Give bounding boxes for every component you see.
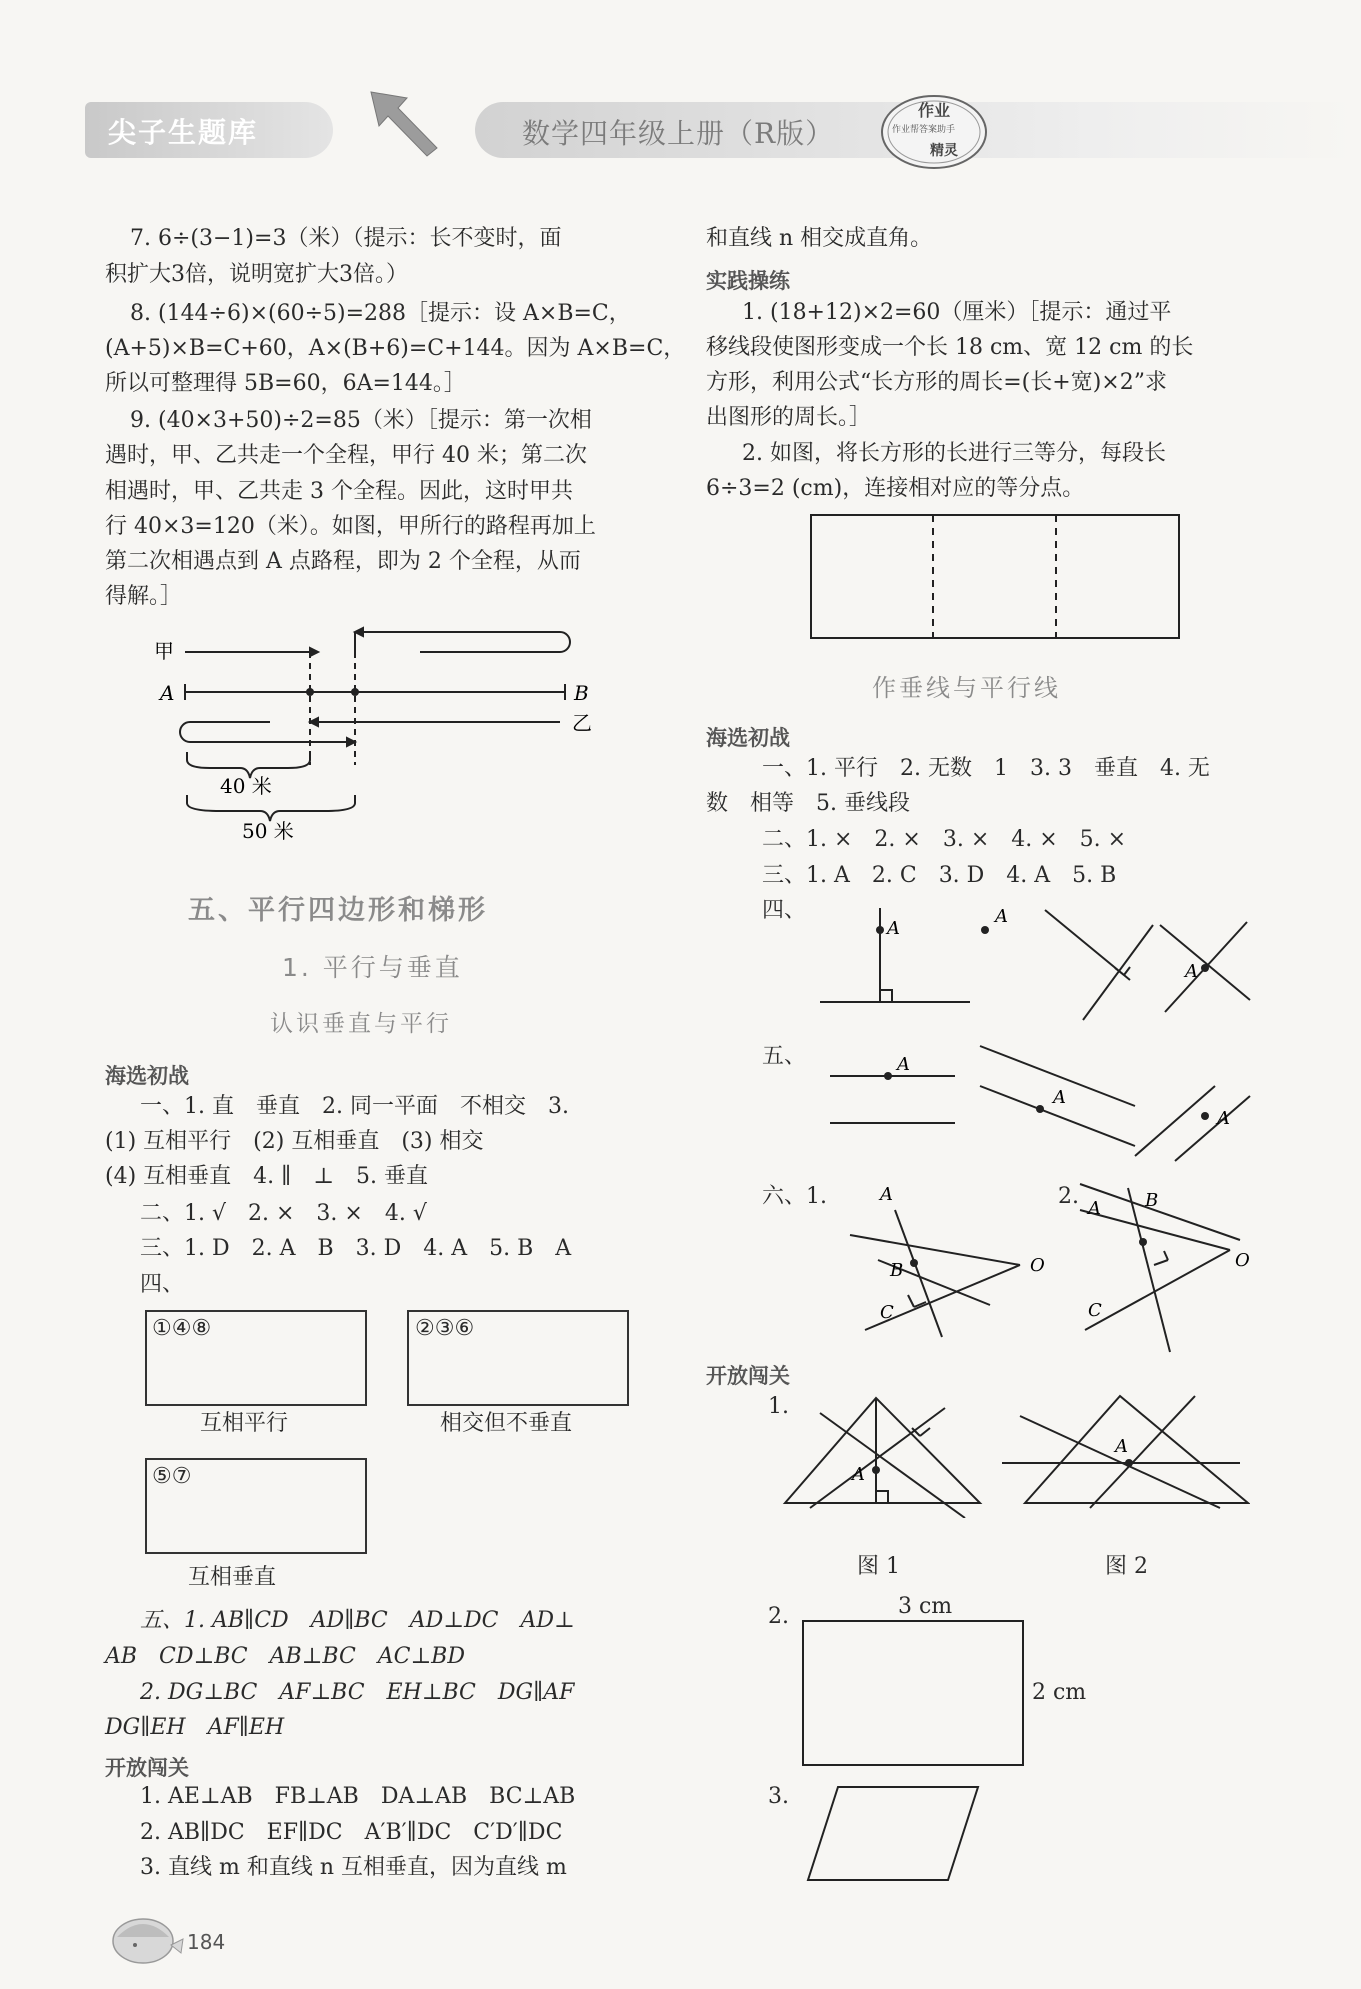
left-haixuan-5: 三、1. D 2. A B 3. D 4. A 5. B A: [140, 1236, 572, 1261]
label-40m: 40 米: [220, 774, 272, 798]
si-label-A-2: A: [995, 906, 1008, 927]
right-shijian-4: 出图形的周长。］: [706, 405, 872, 430]
label-jia: 甲: [154, 639, 174, 663]
label-si: 四、: [762, 898, 807, 923]
wu-label-A-3: A: [1217, 1108, 1230, 1129]
label-yi: 乙: [572, 711, 592, 735]
label-A-point: A: [160, 681, 175, 705]
liu2-label-A: A: [1088, 1198, 1101, 1219]
rectangle-trisect-figure: [808, 512, 1182, 642]
right-shijian-1: 1. (18+12)×2=60（厘米）［提示：通过平: [742, 300, 1172, 325]
liu1-label-A: A: [880, 1184, 893, 1205]
answer-box-intersect-content: ②③⑥: [415, 1316, 475, 1341]
left-kaifang-2: 2. AB∥DC EF∥DC A′B′∥DC C′D′∥DC: [140, 1820, 563, 1845]
q3-label: 3.: [768, 1784, 789, 1809]
left-haixuan-6: 四、: [140, 1272, 185, 1297]
kaifang-heading-right: 开放闯关: [706, 1364, 790, 1388]
left-wu-2: AB CD⊥BC AB⊥BC AC⊥BD: [105, 1644, 465, 1669]
fig1-caption: 图 1: [857, 1554, 900, 1579]
left-para-8: 相遇时，甲、乙共走 3 个全程。因此，这时甲共: [105, 479, 573, 504]
left-para-10: 第二次相遇点到 A 点路程，即为 2 个全程，从而: [105, 549, 581, 574]
label-50m: 50 米: [242, 819, 294, 843]
page-number: 184: [187, 1930, 226, 1954]
haixuan-heading-right: 海选初战: [706, 726, 790, 750]
left-para-3: 8. (144÷6)×(60÷5)=288［提示：设 A×B=C，: [130, 301, 631, 326]
stamp-line-3: 精灵: [930, 143, 958, 159]
left-kaifang-3: 3. 直线 m 和直线 n 互相垂直，因为直线 m: [140, 1855, 567, 1880]
answer-box-parallel-content: ①④⑧: [152, 1316, 212, 1341]
subsection-title-right: 作垂线与平行线: [872, 674, 1061, 702]
right-shijian-2: 移线段使图形变成一个长 18 cm、宽 12 cm 的长: [706, 335, 1194, 360]
left-para-7: 遇时，甲、乙共走一个全程，甲行 40 米；第二次: [105, 443, 587, 468]
right-top-line: 和直线 n 相交成直角。: [706, 226, 933, 251]
label-liu-2: 2.: [1058, 1184, 1079, 1209]
left-haixuan-4: 二、1. √ 2. × 3. × 4. √: [140, 1201, 427, 1226]
left-para-9: 行 40×3=120（米）。如图，甲所行的路程再加上: [105, 514, 596, 539]
right-haixuan-3: 二、1. × 2. × 3. × 4. × 5. ×: [762, 827, 1127, 852]
left-para-6: 9. (40×3+50)÷2=85（米）［提示：第一次相: [130, 408, 592, 433]
right-shijian-3: 方形，利用公式“长方形的周长=(长+宽)×2”求: [706, 370, 1167, 395]
perpendicular-figures: [815, 900, 1255, 1030]
book-title: 数学四年级上册（R版）: [522, 117, 835, 150]
answer-rectangle: [802, 1620, 1024, 1766]
shijian-heading: 实践操练: [706, 269, 790, 293]
wu-label-A-2: A: [1053, 1087, 1066, 1108]
right-haixuan-1: 一、1. 平行 2. 无数 1 3. 3 垂直 4. 无: [762, 756, 1210, 781]
right-shijian-5: 2. 如图，将长方形的长进行三等分，每段长: [742, 441, 1166, 466]
triangle-figures: [780, 1388, 1250, 1518]
q2-label: 2.: [768, 1604, 789, 1629]
angle-figures: [840, 1180, 1260, 1360]
liu2-label-O: O: [1235, 1250, 1250, 1271]
answer-box-intersect-caption: 相交但不垂直: [440, 1411, 573, 1436]
label-B-point: B: [574, 681, 589, 705]
answer-box-perpendicular-content: ⑤⑦: [152, 1464, 192, 1489]
left-wu-4: DG∥EH AF∥EH: [105, 1715, 285, 1740]
kaifang-label-1: 1.: [768, 1394, 789, 1419]
kaifang-fig1-label-A: A: [852, 1464, 865, 1485]
left-haixuan-3: (4) 互相垂直 4. ∥ ⊥ 5. 垂直: [105, 1164, 428, 1189]
left-para-11: 得解。］: [105, 584, 183, 609]
brand-title: 尖子生题库: [108, 116, 259, 149]
parallel-figures: [825, 1036, 1255, 1166]
right-shijian-6: 6÷3=2 (cm)，连接相对应的等分点。: [706, 476, 1085, 501]
parallelogram-figure: [800, 1780, 990, 1890]
left-haixuan-1: 一、1. 直 垂直 2. 同一平面 不相交 3.: [140, 1094, 569, 1119]
left-kaifang-1: 1. AE⊥AB FB⊥AB DA⊥AB BC⊥AB: [140, 1784, 576, 1809]
left-para-2: 积扩大3倍，说明宽扩大3倍。）: [105, 262, 408, 287]
fig2-caption: 图 2: [1105, 1554, 1148, 1579]
chapter-title: 五、平行四边形和梯形: [188, 895, 488, 926]
section-title: 1. 平行与垂直: [282, 953, 463, 982]
arrow-icon: [365, 88, 445, 160]
stamp-line-1: 作业: [918, 101, 951, 120]
left-para-1: 7. 6÷(3−1)=3（米）（提示：长不变时，面: [130, 226, 562, 251]
page-mascot-icon: [105, 1905, 185, 1965]
liu2-label-C: C: [1088, 1300, 1102, 1321]
stamp-line-2: 作业帮答案助手: [892, 125, 956, 135]
answer-box-perpendicular-caption: 互相垂直: [188, 1565, 277, 1590]
left-haixuan-2: (1) 互相平行 (2) 互相垂直 (3) 相交: [105, 1129, 484, 1154]
si-label-A-3: A: [1185, 961, 1198, 982]
left-para-4: (A+5)×B=C+60，A×(B+6)=C+144。因为 A×B=C，: [105, 336, 686, 361]
left-wu-3: 2. DG⊥BC AF⊥BC EH⊥BC DG∥AF: [140, 1680, 575, 1705]
liu2-label-B: B: [1145, 1190, 1159, 1211]
left-wu-1: 五、1. AB∥CD AD∥BC AD⊥DC AD⊥: [140, 1608, 575, 1633]
haixuan-heading-left: 海选初战: [105, 1064, 189, 1088]
label-liu: 六、1.: [762, 1184, 827, 1209]
liu1-label-O: O: [1030, 1255, 1045, 1276]
rect-height-label: 2 cm: [1032, 1680, 1087, 1705]
si-label-A-1: A: [887, 918, 900, 939]
liu1-label-B: B: [890, 1260, 904, 1281]
subsection-title-left: 认识垂直与平行: [270, 1011, 452, 1037]
left-para-5: 所以可整理得 5B=60，6A=144。］: [105, 371, 466, 396]
liu1-label-C: C: [880, 1302, 894, 1323]
kaifang-heading-left: 开放闯关: [105, 1756, 189, 1780]
wu-label-A-1: A: [897, 1054, 910, 1075]
label-wu: 五、: [762, 1044, 807, 1069]
answer-box-parallel-caption: 互相平行: [200, 1411, 289, 1436]
meeting-diagram: [140, 620, 610, 860]
right-haixuan-2: 数 相等 5. 垂线段: [706, 791, 910, 816]
kaifang-fig2-label-A: A: [1115, 1436, 1128, 1457]
right-haixuan-4: 三、1. A 2. C 3. D 4. A 5. B: [762, 863, 1117, 888]
rect-width-label: 3 cm: [898, 1594, 953, 1619]
